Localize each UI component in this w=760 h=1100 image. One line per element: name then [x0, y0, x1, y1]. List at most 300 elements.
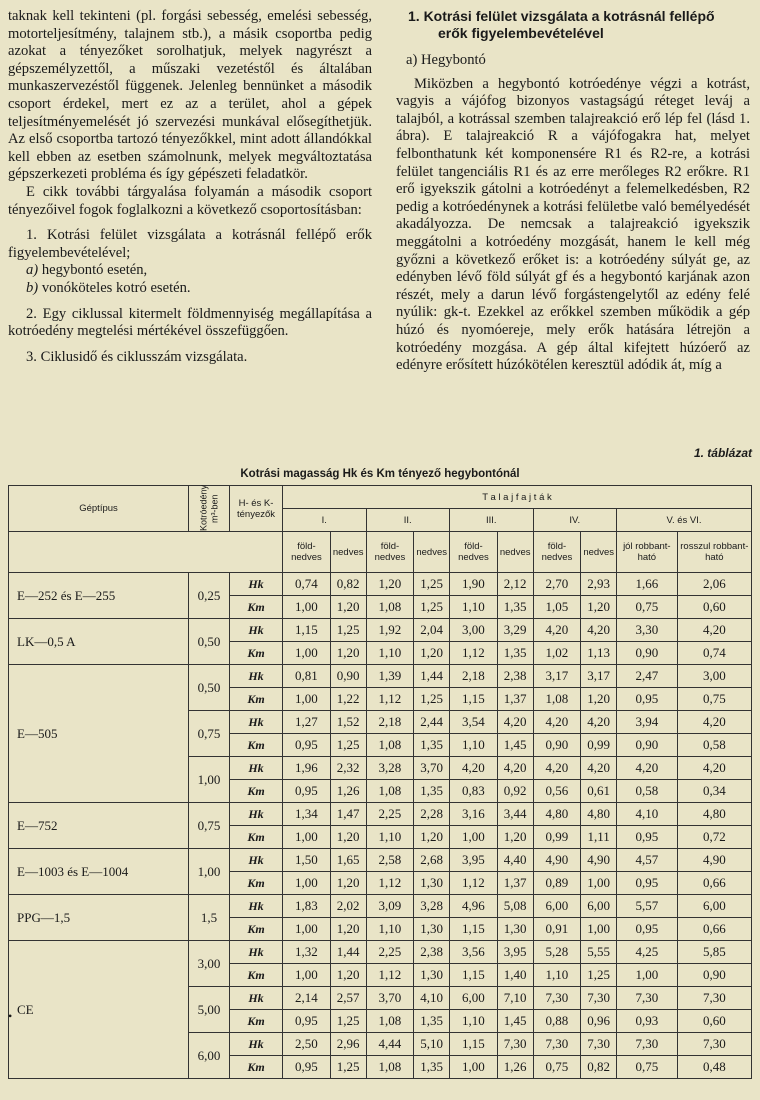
table-title: Kotrási magasság Hk és Km tényező hegybontónál — [240, 468, 520, 480]
value-cell: 3,28 — [366, 757, 414, 780]
list-item-1b — [8, 280, 372, 298]
value-cell: 3,28 — [414, 895, 450, 918]
value-cell: 1,35 — [497, 596, 533, 619]
value-cell: 1,25 — [414, 573, 450, 596]
value-cell: 0,96 — [581, 1010, 617, 1033]
bucket-capacity: 0,50 — [189, 619, 230, 665]
value-cell: 0,95 — [617, 826, 678, 849]
value-cell: 1,10 — [366, 642, 414, 665]
list-item-1: 1. Kotrási felület vizsgálata a kotrásnál fellépő erők figyelembevételével; — [8, 227, 372, 261]
value-cell: 7,30 — [581, 987, 617, 1010]
right-paragraph: Miközben a hegybontó kotróedénye végzi a kotrást, vagyis a vájófog bizonyos vastagságú réteget leváj a talajból, a kotrással szemben talajreakció erő lép fel (lásd 1. ábra). E talajreakció R a vájófogakra hat, melyet felbonthatunk két komponensére R1 és R2-re, a kotrási felület tangenciális R1 és az erre merőleges R2 erőkre. R1 erő igyekszik gátolni a kotróedényt a felemelkedésben, R2 pedig a kotróedénynek a kotrási felületbe való bemélyedését akadályozza. De nemcsak a talajreakció igyekszik meggátolni a kotróedény mozgását, hanem le kell még győzni a következő erőket is: a kotróedény súlyát ge, az edényben lévő föld súlyát gf és a hegybontó karjának azon részét, mely a darun lévő forgástengelytől az edény felé nyúlik: gk-t. Ezekkel az erőkkel szemben működik a gép húzó és nyomóereje, mely erők hatására létrejön a kotróedény mozgása. A gép által kifejtett húzóerő az edényre erősített húzókötélen keresztül adódik át, míg a — [396, 75, 750, 374]
value-cell: 0,99 — [533, 826, 581, 849]
value-cell: 1,12 — [450, 642, 498, 665]
header-machine: Géptípus — [9, 486, 189, 532]
value-cell: 0,72 — [677, 826, 751, 849]
section-title-line-1: 1. Kotrási felület vizsgálata a kotrásnál fellépő — [408, 8, 715, 24]
list-item-1a-text: hegybontó esetén, — [41, 262, 148, 279]
value-cell: 4,20 — [450, 757, 498, 780]
value-cell: 1,25 — [581, 964, 617, 987]
value-cell: 1,20 — [366, 573, 414, 596]
header-soil-group-3: III. — [450, 509, 534, 532]
value-cell: 1,20 — [330, 872, 366, 895]
value-cell: 0,92 — [497, 780, 533, 803]
value-cell: 3,16 — [450, 803, 498, 826]
value-cell: 1,00 — [283, 642, 331, 665]
value-cell: 1,00 — [283, 826, 331, 849]
value-cell: 1,10 — [366, 918, 414, 941]
value-cell: 2,57 — [330, 987, 366, 1010]
factor-hk: Hk — [230, 849, 283, 872]
value-cell: 6,00 — [450, 987, 498, 1010]
value-cell: 2,38 — [414, 941, 450, 964]
value-cell: 1,15 — [450, 1033, 498, 1056]
value-cell: 1,00 — [283, 918, 331, 941]
value-cell: 0,90 — [617, 734, 678, 757]
value-cell: 2,18 — [450, 665, 498, 688]
value-cell: 2,32 — [330, 757, 366, 780]
value-cell: 2,18 — [366, 711, 414, 734]
value-cell: 0,75 — [617, 1056, 678, 1079]
value-cell: 3,44 — [497, 803, 533, 826]
value-cell: 3,70 — [414, 757, 450, 780]
value-cell: 4,20 — [533, 757, 581, 780]
value-cell: 1,00 — [450, 1056, 498, 1079]
factor-hk: Hk — [230, 665, 283, 688]
value-cell: 1,66 — [617, 573, 678, 596]
value-cell: 1,08 — [366, 1056, 414, 1079]
table-row — [9, 849, 752, 872]
machine-name: PPG—1,5 — [9, 895, 189, 941]
factor-km: Km — [230, 918, 283, 941]
bucket-capacity: 3,00 — [189, 941, 230, 987]
value-cell: 6,00 — [677, 895, 751, 918]
value-cell: 1,20 — [414, 826, 450, 849]
value-cell: 1,50 — [283, 849, 331, 872]
value-cell: 4,10 — [617, 803, 678, 826]
value-cell: 5,08 — [497, 895, 533, 918]
value-cell: 1,30 — [414, 964, 450, 987]
value-cell: 0,74 — [677, 642, 751, 665]
value-cell: 0,74 — [283, 573, 331, 596]
value-cell: 2,93 — [581, 573, 617, 596]
value-cell: 0,95 — [283, 734, 331, 757]
value-cell: 1,52 — [330, 711, 366, 734]
value-cell: 1,20 — [581, 596, 617, 619]
value-cell: 1,00 — [581, 872, 617, 895]
value-cell: 0,34 — [677, 780, 751, 803]
machine-name: CE — [9, 941, 189, 1079]
machine-name: E—1003 és E—1004 — [9, 849, 189, 895]
value-cell: 0,61 — [581, 780, 617, 803]
table-number: 1. táblázat — [693, 446, 752, 460]
value-cell: 1,15 — [450, 964, 498, 987]
value-cell: 4,90 — [533, 849, 581, 872]
value-cell: 1,30 — [414, 872, 450, 895]
sub-header: jól robbant-ható — [617, 532, 678, 573]
value-cell: 4,20 — [581, 757, 617, 780]
value-cell: 1,25 — [414, 688, 450, 711]
value-cell: 1,15 — [283, 619, 331, 642]
sub-header: nedves — [497, 532, 533, 573]
left-paragraph-2: E cikk további tárgyalása folyamán a második csoport tényezőivel fogok foglalkozni a következő csoportosításban: — [8, 183, 372, 218]
header-soil-types: T a l a j f a j t á k — [283, 486, 752, 509]
value-cell: 4,20 — [581, 619, 617, 642]
value-cell: 0,48 — [677, 1056, 751, 1079]
value-cell: 0,95 — [283, 780, 331, 803]
value-cell: 4,20 — [617, 757, 678, 780]
value-cell: 4,10 — [414, 987, 450, 1010]
value-cell: 1,08 — [533, 688, 581, 711]
bucket-capacity: 0,75 — [189, 711, 230, 757]
list-item-3: 3. Ciklusidő és ciklusszám vizsgálata. — [26, 348, 248, 365]
value-cell: 1,10 — [533, 964, 581, 987]
value-cell: 1,26 — [330, 780, 366, 803]
value-cell: 1,35 — [414, 780, 450, 803]
value-cell: 1,05 — [533, 596, 581, 619]
value-cell: 2,02 — [330, 895, 366, 918]
value-cell: 5,57 — [617, 895, 678, 918]
sub-header: nedves — [581, 532, 617, 573]
value-cell: 0,75 — [533, 1056, 581, 1079]
header-soil-group-1: I. — [283, 509, 367, 532]
machine-name: E—752 — [9, 803, 189, 849]
factor-km: Km — [230, 780, 283, 803]
value-cell: 1,40 — [497, 964, 533, 987]
value-cell: 3,17 — [533, 665, 581, 688]
value-cell: 0,91 — [533, 918, 581, 941]
margin-bullet: • — [8, 1009, 13, 1023]
value-cell: 1,45 — [497, 1010, 533, 1033]
value-cell: 0,66 — [677, 918, 751, 941]
table-row — [9, 895, 752, 918]
factor-km: Km — [230, 964, 283, 987]
value-cell: 1,12 — [450, 872, 498, 895]
machine-name: LK—0,5 A — [9, 619, 189, 665]
factor-hk: Hk — [230, 987, 283, 1010]
factor-km: Km — [230, 1056, 283, 1079]
value-cell: 1,25 — [414, 596, 450, 619]
machine-name: E—252 és E—255 — [9, 573, 189, 619]
value-cell: 5,10 — [414, 1033, 450, 1056]
header-factor: H- és K- tényezők — [230, 486, 283, 532]
value-cell: 1,10 — [366, 826, 414, 849]
table-row — [9, 619, 752, 642]
header-capacity: Kotróedény m³-ben — [189, 486, 230, 532]
value-cell: 6,00 — [533, 895, 581, 918]
factor-hk: Hk — [230, 573, 283, 596]
value-cell: 2,70 — [533, 573, 581, 596]
value-cell: 3,54 — [450, 711, 498, 734]
value-cell: 7,30 — [533, 987, 581, 1010]
value-cell: 4,40 — [497, 849, 533, 872]
value-cell: 1,08 — [366, 734, 414, 757]
value-cell: 1,22 — [330, 688, 366, 711]
left-column — [8, 8, 372, 366]
value-cell: 1,12 — [366, 872, 414, 895]
value-cell: 4,20 — [581, 711, 617, 734]
value-cell: 4,57 — [617, 849, 678, 872]
table-row — [9, 665, 752, 688]
list-item-1a — [8, 262, 372, 280]
value-cell: 0,95 — [617, 918, 678, 941]
table-row — [9, 573, 752, 596]
value-cell: 1,00 — [283, 596, 331, 619]
value-cell: 1,32 — [283, 941, 331, 964]
value-cell: 0,88 — [533, 1010, 581, 1033]
table-row — [9, 803, 752, 826]
left-paragraph-1: taknak kell tekinteni (pl. forgási sebesség, emelési sebesség, motorteljesítmény, talajnem stb.), a másik csoportba pedig azokat a tényezőket sorolhatjuk, melyek nagyrészt a gépszemélyzettől, a műszaki vezetéstől és általában munkaszervezéstől függenek. Jelenleg bennünket a második csoport érdekel, mert ez az a terület, ahol a gépek teljesítményemelését jó szervezési munkával elősegíthetjük. Az első csoportba tartozó tényezőkkel, mint adott állandókkal kell ebben az esetben számolnunk, melyek megváltoztatása gépszerkezeti probléma és így gépészeti feladatkör. — [8, 8, 372, 183]
value-cell: 4,80 — [581, 803, 617, 826]
value-cell: 3,70 — [366, 987, 414, 1010]
bucket-capacity: 0,50 — [189, 665, 230, 711]
value-cell: 1,00 — [283, 964, 331, 987]
section-title-line-2: erők figyelembevételével — [438, 25, 604, 41]
machine-name: E—505 — [9, 665, 189, 803]
value-cell: 1,35 — [497, 642, 533, 665]
factor-km: Km — [230, 596, 283, 619]
value-cell: 1,20 — [330, 826, 366, 849]
value-cell: 2,28 — [414, 803, 450, 826]
value-cell: 7,30 — [677, 1033, 751, 1056]
data-table — [8, 485, 752, 1079]
sub-header: föld-nedves — [366, 532, 414, 573]
value-cell: 1,44 — [330, 941, 366, 964]
value-cell: 1,00 — [617, 964, 678, 987]
bucket-capacity: 0,75 — [189, 803, 230, 849]
value-cell: 1,10 — [450, 1010, 498, 1033]
value-cell: 2,25 — [366, 803, 414, 826]
factor-km: Km — [230, 688, 283, 711]
value-cell: 1,11 — [581, 826, 617, 849]
value-cell: 1,44 — [414, 665, 450, 688]
value-cell: 3,95 — [450, 849, 498, 872]
value-cell: 0,60 — [677, 596, 751, 619]
value-cell: 4,20 — [677, 619, 751, 642]
value-cell: 1,25 — [330, 1056, 366, 1079]
value-cell: 1,25 — [330, 734, 366, 757]
value-cell: 0,90 — [330, 665, 366, 688]
value-cell: 4,96 — [450, 895, 498, 918]
value-cell: 5,28 — [533, 941, 581, 964]
value-cell: 0,75 — [677, 688, 751, 711]
factor-hk: Hk — [230, 1033, 283, 1056]
value-cell: 0,90 — [533, 734, 581, 757]
sub-header: nedves — [414, 532, 450, 573]
value-cell: 1,96 — [283, 757, 331, 780]
table-body — [9, 573, 752, 1079]
bucket-capacity: 5,00 — [189, 987, 230, 1033]
value-cell: 4,20 — [677, 711, 751, 734]
bucket-capacity: 1,00 — [189, 849, 230, 895]
value-cell: 1,10 — [450, 596, 498, 619]
table-head — [9, 486, 752, 573]
value-cell: 4,80 — [533, 803, 581, 826]
factor-km: Km — [230, 642, 283, 665]
factor-hk: Hk — [230, 941, 283, 964]
value-cell: 2,96 — [330, 1033, 366, 1056]
sub-header: föld-nedves — [450, 532, 498, 573]
value-cell: 1,12 — [366, 964, 414, 987]
value-cell: 0,90 — [677, 964, 751, 987]
value-cell: 3,09 — [366, 895, 414, 918]
value-cell: 5,85 — [677, 941, 751, 964]
value-cell: 1,35 — [414, 1010, 450, 1033]
value-cell: 1,30 — [497, 918, 533, 941]
value-cell: 1,13 — [581, 642, 617, 665]
table-header-row-3 — [9, 532, 752, 573]
value-cell: 6,00 — [581, 895, 617, 918]
value-cell: 2,50 — [283, 1033, 331, 1056]
value-cell: 1,35 — [414, 1056, 450, 1079]
value-cell: 1,00 — [283, 688, 331, 711]
value-cell: 4,90 — [581, 849, 617, 872]
list-item-1b-label: b) — [26, 279, 39, 296]
value-cell: 3,00 — [450, 619, 498, 642]
value-cell: 0,66 — [677, 872, 751, 895]
factor-km: Km — [230, 734, 283, 757]
value-cell: 1,90 — [450, 573, 498, 596]
factor-km: Km — [230, 872, 283, 895]
value-cell: 1,00 — [283, 872, 331, 895]
value-cell: 4,20 — [533, 619, 581, 642]
bucket-capacity: 1,5 — [189, 895, 230, 941]
sub-header: rosszul robbant-ható — [677, 532, 751, 573]
value-cell: 7,30 — [533, 1033, 581, 1056]
value-cell: 1,27 — [283, 711, 331, 734]
value-cell: 0,58 — [677, 734, 751, 757]
sub-header: föld-nedves — [533, 532, 581, 573]
value-cell: 2,12 — [497, 573, 533, 596]
value-cell: 4,20 — [533, 711, 581, 734]
bucket-capacity: 6,00 — [189, 1033, 230, 1079]
value-cell: 1,08 — [366, 1010, 414, 1033]
header-soil-group-4: IV. — [533, 509, 617, 532]
value-cell: 0,99 — [581, 734, 617, 757]
value-cell: 1,20 — [330, 642, 366, 665]
value-cell: 1,45 — [497, 734, 533, 757]
value-cell: 3,29 — [497, 619, 533, 642]
value-cell: 1,08 — [366, 780, 414, 803]
table-row — [9, 941, 752, 964]
value-cell: 0,95 — [617, 688, 678, 711]
section-title — [396, 8, 750, 42]
value-cell: 1,37 — [497, 872, 533, 895]
factor-hk: Hk — [230, 803, 283, 826]
value-cell: 0,60 — [677, 1010, 751, 1033]
value-cell: 4,20 — [497, 757, 533, 780]
value-cell: 4,80 — [677, 803, 751, 826]
value-cell: 0,93 — [617, 1010, 678, 1033]
value-cell: 1,02 — [533, 642, 581, 665]
value-cell: 1,39 — [366, 665, 414, 688]
bucket-capacity: 0,25 — [189, 573, 230, 619]
list-item-2: 2. Egy ciklussal kitermelt földmennyiség megállapítása a kotróedény megtelési mértékével összefüggően. — [8, 305, 372, 340]
factor-hk: Hk — [230, 619, 283, 642]
table-header-row-1 — [9, 486, 752, 509]
value-cell: 0,82 — [330, 573, 366, 596]
value-cell: 2,06 — [677, 573, 751, 596]
value-cell: 1,20 — [330, 596, 366, 619]
value-cell: 1,20 — [581, 688, 617, 711]
value-cell: 3,56 — [450, 941, 498, 964]
bucket-capacity: 1,00 — [189, 757, 230, 803]
value-cell: 2,44 — [414, 711, 450, 734]
value-cell: 2,04 — [414, 619, 450, 642]
value-cell: 1,08 — [366, 596, 414, 619]
right-column — [396, 8, 750, 375]
value-cell: 0,95 — [617, 872, 678, 895]
value-cell: 1,15 — [450, 688, 498, 711]
value-cell: 3,30 — [617, 619, 678, 642]
value-cell: 4,20 — [677, 757, 751, 780]
value-cell: 1,30 — [414, 918, 450, 941]
value-cell: 2,14 — [283, 987, 331, 1010]
value-cell: 2,58 — [366, 849, 414, 872]
value-cell: 5,55 — [581, 941, 617, 964]
list-item-1a-label: a) — [26, 262, 39, 279]
value-cell: 0,89 — [533, 872, 581, 895]
value-cell: 7,30 — [497, 1033, 533, 1056]
header-soil-group-2: II. — [366, 509, 450, 532]
value-cell: 0,90 — [617, 642, 678, 665]
value-cell: 0,83 — [450, 780, 498, 803]
value-cell: 1,00 — [450, 826, 498, 849]
value-cell: 7,30 — [581, 1033, 617, 1056]
value-cell: 3,95 — [497, 941, 533, 964]
value-cell: 1,25 — [330, 619, 366, 642]
value-cell: 3,17 — [581, 665, 617, 688]
header-soil-group-5: V. és VI. — [617, 509, 752, 532]
value-cell: 1,00 — [581, 918, 617, 941]
value-cell: 1,15 — [450, 918, 498, 941]
value-cell: 1,92 — [366, 619, 414, 642]
factor-hk: Hk — [230, 757, 283, 780]
factor-hk: Hk — [230, 895, 283, 918]
value-cell: 1,26 — [497, 1056, 533, 1079]
list-item-1b-text: vonóköteles kotró esetén. — [41, 279, 191, 296]
value-cell: 0,95 — [283, 1056, 331, 1079]
sub-header: nedves — [330, 532, 366, 573]
value-cell: 1,20 — [330, 964, 366, 987]
factor-km: Km — [230, 826, 283, 849]
value-cell: 4,25 — [617, 941, 678, 964]
subsection-title: a) Hegybontó — [406, 52, 486, 68]
value-cell: 7,30 — [617, 1033, 678, 1056]
value-cell: 7,10 — [497, 987, 533, 1010]
value-cell: 1,47 — [330, 803, 366, 826]
value-cell: 2,68 — [414, 849, 450, 872]
value-cell: 3,00 — [677, 665, 751, 688]
value-cell: 1,37 — [497, 688, 533, 711]
factor-km: Km — [230, 1010, 283, 1033]
value-cell: 4,90 — [677, 849, 751, 872]
value-cell: 0,81 — [283, 665, 331, 688]
value-cell: 0,75 — [617, 596, 678, 619]
factor-hk: Hk — [230, 711, 283, 734]
value-cell: 1,10 — [450, 734, 498, 757]
value-cell: 0,56 — [533, 780, 581, 803]
value-cell: 1,35 — [414, 734, 450, 757]
value-cell: 4,20 — [497, 711, 533, 734]
value-cell: 2,47 — [617, 665, 678, 688]
value-cell: 1,34 — [283, 803, 331, 826]
value-cell: 2,38 — [497, 665, 533, 688]
value-cell: 2,25 — [366, 941, 414, 964]
value-cell: 7,30 — [677, 987, 751, 1010]
value-cell: 3,94 — [617, 711, 678, 734]
value-cell: 1,20 — [414, 642, 450, 665]
